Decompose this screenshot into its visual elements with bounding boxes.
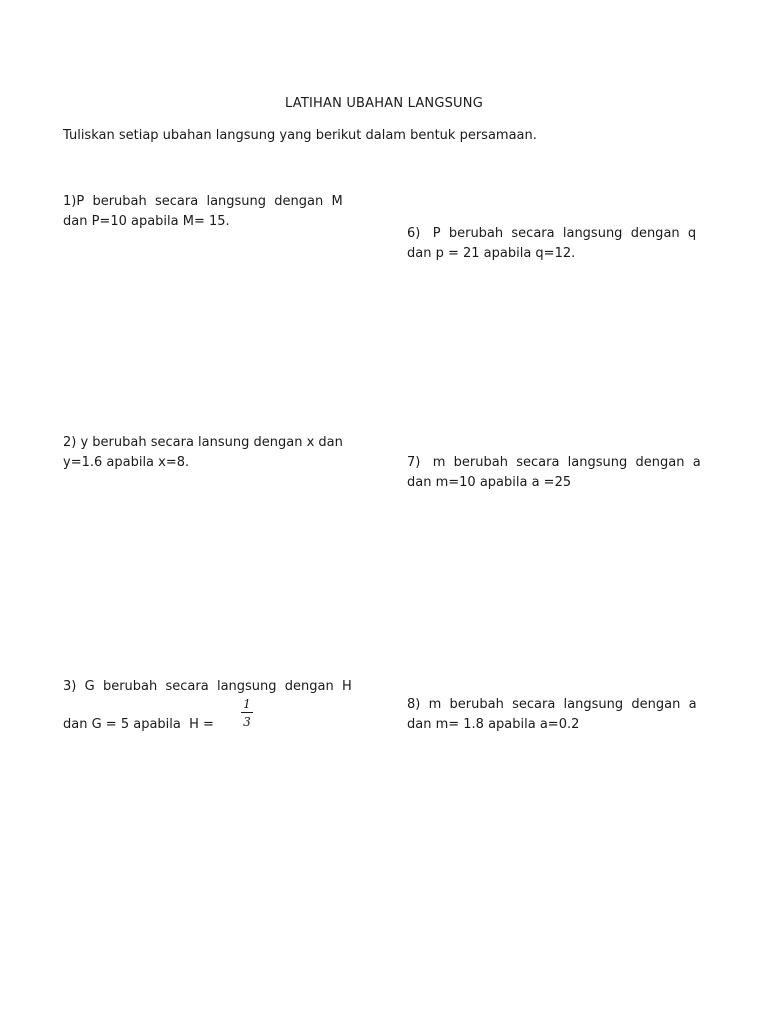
question-7-line-2: dan m=10 apabila a =25 [407,475,572,490]
question-2-line-1: 2) y berubah secara lansung dengan x dan [63,435,343,450]
question-3 [63,677,361,737]
page-title: LATIHAN UBAHAN LANGSUNG [285,96,483,111]
question-3-line-2: dan G = 5 apabila H = [63,717,214,732]
question-8-line-1: 8) m berubah secara langsung dengan a [407,697,697,712]
question-3-line-1: 3) G berubah secara langsung dengan H [63,679,352,694]
question-8-line-2: dan m= 1.8 apabila a=0.2 [407,717,580,732]
question-6-line-2: dan p = 21 apabila q=12. [407,246,576,261]
question-1-line-2: dan P=10 apabila M= 15. [63,214,230,229]
question-1 [63,192,361,232]
question-3-equation [63,697,361,737]
fraction-denominator: 3 [243,715,251,729]
fraction-one-third [241,697,253,729]
fraction-numerator: 1 [243,697,251,711]
question-2-line-2: y=1.6 apabila x=8. [63,455,190,470]
fraction-bar [241,712,253,713]
question-7 [407,453,705,493]
question-7-line-1: 7) m berubah secara langsung dengan a [407,455,701,470]
question-8 [407,695,705,735]
instruction-text: Tuliskan setiap ubahan langsung yang berikut dalam bentuk persamaan. [63,128,537,143]
question-6-line-1: 6) P berubah secara langsung dengan q [407,226,697,241]
question-1-line-1: 1)P berubah secara langsung dengan M [63,194,343,209]
question-2 [63,433,361,473]
question-6 [407,224,705,264]
